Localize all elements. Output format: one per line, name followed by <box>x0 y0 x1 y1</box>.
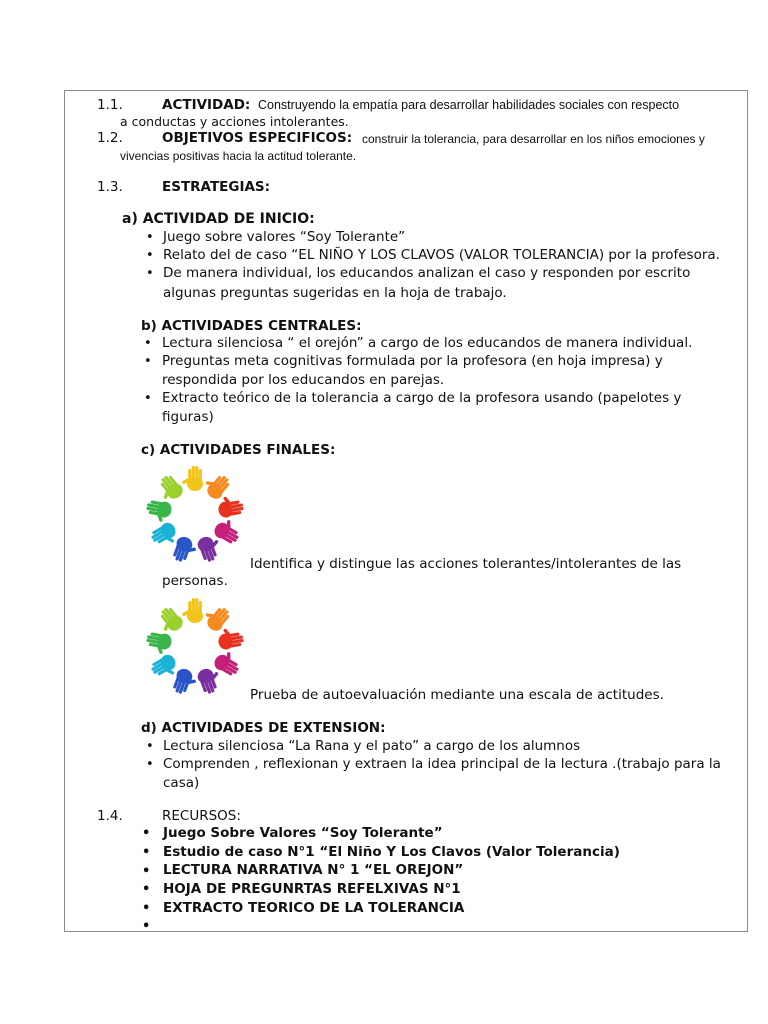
section-number: 1.2. <box>97 130 123 146</box>
bullet: • <box>146 266 154 281</box>
section-number: 1.3. <box>97 179 123 195</box>
bullet: • <box>146 248 154 263</box>
hand-shape <box>149 520 181 551</box>
hand-shape <box>171 535 200 566</box>
list-item: Preguntas meta cognitivas formulada por la profesora (en hoja impresa) y <box>162 353 663 369</box>
hand-shape <box>171 667 200 698</box>
bullet: • <box>146 230 154 245</box>
section-label: ESTRATEGIAS: <box>162 179 271 195</box>
list-item-continuation: figuras) <box>162 409 214 425</box>
list-item-continuation: respondida por los educandos en parejas. <box>162 372 445 388</box>
bullet: • <box>146 757 154 772</box>
list-item: De manera individual, los educandos analizan el caso y responden por escrito <box>163 265 691 281</box>
tolerance-hands-image <box>142 594 248 700</box>
bullet: • <box>142 919 151 934</box>
bullet: • <box>144 336 152 351</box>
activity-text: Prueba de autoevaluación mediante una escala de actitudes. <box>250 687 664 703</box>
activity-text-continuation: personas. <box>162 573 228 589</box>
subsection-title: c) ACTIVIDADES FINALES: <box>141 442 336 458</box>
activity-text: Identifica y distingue las acciones tolerantes/intolerantes de las <box>250 556 682 572</box>
list-item: Comprenden , reflexionan y extraen la idea principal de la lectura .(trabajo para la <box>163 756 721 772</box>
hand-shape <box>182 466 203 491</box>
hand-shape <box>200 601 232 634</box>
bullet: • <box>142 901 151 916</box>
bullet: • <box>142 864 151 879</box>
hand-shape <box>144 631 172 656</box>
list-item-continuation: casa) <box>163 775 200 791</box>
section-text: vivencias positivas hacia la actitud tolerante. <box>120 149 357 163</box>
subsection-title: d) ACTIVIDADES DE EXTENSION: <box>141 720 386 736</box>
hand-shape <box>149 652 181 683</box>
resource-item: EXTRACTO TEORICO DE LA TOLERANCIA <box>163 900 465 916</box>
section-number: 1.1. <box>97 97 123 113</box>
hand-shape <box>182 598 203 623</box>
list-item-continuation: algunas preguntas sugeridas en la hoja de trabajo. <box>163 285 507 301</box>
list-item: Lectura silenciosa “La Rana y el pato” a cargo de los alumnos <box>163 738 581 754</box>
section-text: Construyendo la empatía para desarrollar habilidades sociales con respecto <box>258 98 680 112</box>
section-text: construir la tolerancia, para desarrollar en los niños emociones y <box>362 132 705 146</box>
bullet: • <box>144 354 152 369</box>
bullet: • <box>146 739 154 754</box>
hand-shape <box>216 625 244 650</box>
tolerance-hands-image <box>142 462 248 568</box>
list-item: Lectura silenciosa “ el orejón” a cargo de los educandos de manera individual. <box>162 335 693 351</box>
subsection-title: b) ACTIVIDADES CENTRALES: <box>141 318 362 334</box>
hand-shape <box>216 493 244 518</box>
list-item: Juego sobre valores “Soy Tolerante” <box>163 229 406 245</box>
bullet: • <box>142 882 151 897</box>
section-number: 1.4. <box>97 808 123 824</box>
bullet: • <box>144 391 152 406</box>
section-label: OBJETIVOS ESPECIFICOS: <box>162 130 353 146</box>
resource-item: Estudio de caso N°1 “El Niño Y Los Clavos (Valor Tolerancia) <box>163 844 620 860</box>
list-item: Extracto teórico de la tolerancia a cargo de la profesora usando (papelotes y <box>162 390 682 406</box>
bullet: • <box>142 845 151 860</box>
bullet: • <box>142 826 151 841</box>
hand-shape <box>200 469 232 502</box>
resource-item: Juego Sobre Valores “Soy Tolerante” <box>163 825 443 841</box>
hand-shape <box>153 472 185 505</box>
hand-shape <box>144 499 172 524</box>
resource-item: LECTURA NARRATIVA N° 1 “EL OREJON” <box>163 862 464 878</box>
section-label: RECURSOS: <box>162 808 241 824</box>
section-label: ACTIVIDAD: <box>162 97 251 113</box>
subsection-title: a) ACTIVIDAD DE INICIO: <box>122 211 315 227</box>
section-text: a conductas y acciones intolerantes. <box>120 114 349 129</box>
hand-shape <box>153 604 185 637</box>
resource-item: HOJA DE PREGUNRTAS REFELXIVAS N°1 <box>163 881 461 897</box>
list-item: Relato del de caso “EL NIÑO Y LOS CLAVOS (VALOR TOLERANCIA) por la profesora. <box>163 247 720 263</box>
